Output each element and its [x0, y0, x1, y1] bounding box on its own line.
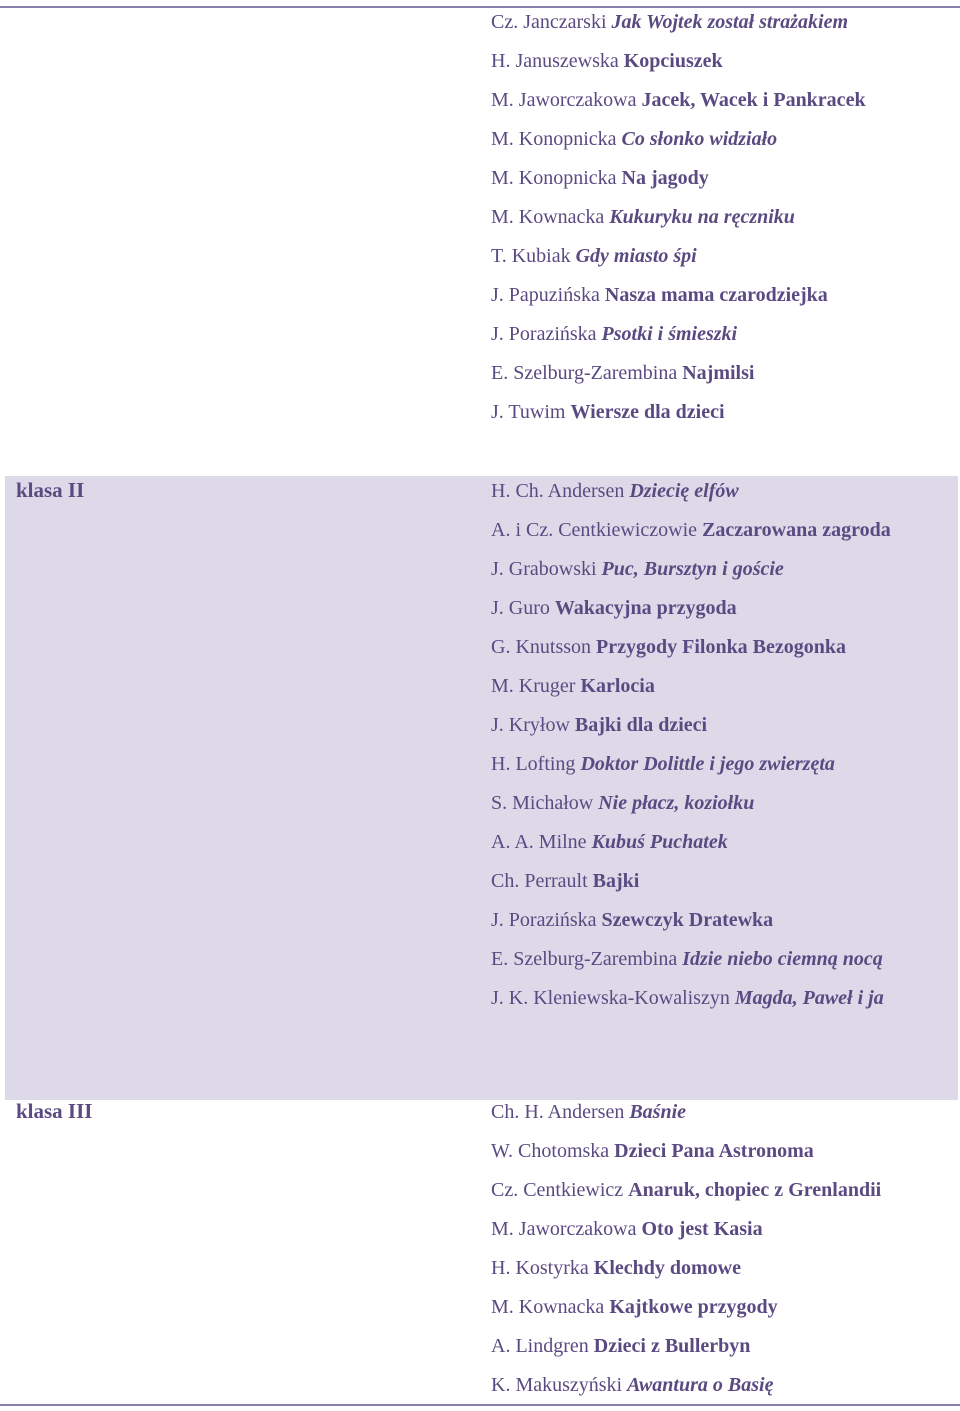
book-entry — [491, 165, 946, 192]
book-entry — [491, 634, 946, 661]
book-entry — [491, 399, 946, 426]
book-title: Najmilsi — [682, 362, 755, 384]
book-title: Jacek, Wacek i Pankracek — [641, 89, 866, 111]
book-entry — [491, 790, 946, 817]
book-entry — [491, 282, 946, 309]
book-author: J. Papuzińska — [491, 284, 600, 306]
book-author: Ch. Perrault — [491, 870, 588, 892]
book-title: Kopciuszek — [623, 50, 723, 72]
book-author: A. A. Milne — [491, 831, 587, 853]
book-title: Klechdy domowe — [593, 1257, 741, 1279]
book-entry — [491, 478, 946, 505]
class-2-label: klasa II — [16, 478, 85, 502]
book-author: M. Konopnicka — [491, 167, 617, 189]
book-entry — [491, 556, 946, 583]
book-author: H. Lofting — [491, 753, 576, 775]
book-author: S. Michałow — [491, 792, 594, 814]
book-entry — [491, 1099, 946, 1126]
book-entry — [491, 868, 946, 895]
book-author: M. Jaworczakowa — [491, 89, 637, 111]
book-author: J. Porazińska — [491, 909, 597, 931]
book-entry — [491, 673, 946, 700]
book-entry — [491, 87, 946, 114]
book-entry — [491, 907, 946, 934]
book-title: Puc, Bursztyn i goście — [601, 558, 784, 580]
book-title: Przygody Filonka Bezogonka — [596, 636, 847, 658]
book-entry — [491, 243, 946, 270]
book-author: J. Guro — [491, 597, 550, 619]
book-title: Oto jest Kasia — [641, 1218, 763, 1240]
book-author: M. Konopnicka — [491, 128, 617, 150]
book-entry — [491, 1372, 946, 1399]
book-author: G. Knutsson — [491, 636, 592, 658]
book-title: Doktor Dolittle i jego zwierzęta — [580, 753, 835, 775]
book-title: Awantura o Basię — [627, 1374, 774, 1396]
book-title: Dziecię elfów — [629, 480, 739, 502]
book-author: A. Lindgren — [491, 1335, 589, 1357]
book-author: H. Kostyrka — [491, 1257, 589, 1279]
book-entry — [491, 595, 946, 622]
bottom-rule — [0, 1404, 960, 1406]
book-entry — [491, 1216, 946, 1243]
book-title: Kajtkowe przygody — [609, 1296, 778, 1318]
book-title: Nie płacz, koziołku — [598, 792, 755, 814]
book-author: M. Kownacka — [491, 1296, 605, 1318]
book-title: Anaruk, chopiec z Grenlandii — [628, 1179, 882, 1201]
class-3-label: klasa III — [16, 1099, 93, 1123]
book-title: Wiersze dla dzieci — [570, 401, 725, 423]
book-title: Dzieci z Bullerbyn — [593, 1335, 751, 1357]
book-entry — [491, 204, 946, 231]
book-title: Wakacyjna przygoda — [554, 597, 737, 619]
book-title: Co słonko widziało — [621, 128, 778, 150]
book-entry — [491, 360, 946, 387]
book-entry — [491, 985, 946, 1012]
book-entry — [491, 712, 946, 739]
book-title: Zaczarowana zagroda — [702, 519, 891, 541]
book-entry — [491, 946, 946, 973]
book-title: Szewczyk Dratewka — [601, 909, 774, 931]
book-author: A. i Cz. Centkiewiczowie — [491, 519, 698, 541]
book-title: Bajki — [592, 870, 640, 892]
book-title: Kubuś Puchatek — [591, 831, 728, 853]
book-title: Kukuryku na ręczniku — [609, 206, 795, 228]
book-author: J. K. Kleniewska-Kowaliszyn — [491, 987, 730, 1009]
class-1-book-list — [491, 9, 946, 438]
book-entry — [491, 1138, 946, 1165]
book-entry — [491, 751, 946, 778]
book-author: J. Grabowski — [491, 558, 597, 580]
book-entry — [491, 517, 946, 544]
book-author: E. Szelburg-Zarembina — [491, 362, 678, 384]
book-title: Dzieci Pana Astronoma — [614, 1140, 814, 1162]
book-author: T. Kubiak — [491, 245, 571, 267]
book-title: Karlocia — [580, 675, 655, 697]
book-author: Ch. H. Andersen — [491, 1101, 625, 1123]
book-author: J. Tuwim — [491, 401, 566, 423]
book-entry — [491, 48, 946, 75]
book-author: M. Kownacka — [491, 206, 605, 228]
book-entry — [491, 1177, 946, 1204]
class-3-book-list — [491, 1099, 946, 1411]
book-author: H. Ch. Andersen — [491, 480, 625, 502]
book-author: K. Makuszyński — [491, 1374, 623, 1396]
book-author: M. Kruger — [491, 675, 576, 697]
book-author: H. Januszewska — [491, 50, 619, 72]
book-title: Magda, Paweł i ja — [734, 987, 884, 1009]
book-title: Psotki i śmieszki — [601, 323, 738, 345]
book-title: Na jagody — [621, 167, 709, 189]
book-author: Cz. Janczarski — [491, 11, 607, 33]
book-title: Nasza mama czarodziejka — [604, 284, 828, 306]
book-title: Gdy miasto śpi — [575, 245, 697, 267]
top-rule — [0, 6, 960, 8]
book-entry — [491, 1333, 946, 1360]
book-author: M. Jaworczakowa — [491, 1218, 637, 1240]
book-entry — [491, 321, 946, 348]
book-author: W. Chotomska — [491, 1140, 610, 1162]
book-title: Idzie niebo ciemną nocą — [682, 948, 883, 970]
book-entry — [491, 9, 946, 36]
class-2-book-list — [491, 478, 946, 1024]
book-entry — [491, 126, 946, 153]
book-title: Baśnie — [629, 1101, 687, 1123]
book-author: Cz. Centkiewicz — [491, 1179, 624, 1201]
book-author: E. Szelburg-Zarembina — [491, 948, 678, 970]
book-entry — [491, 829, 946, 856]
book-title: Bajki dla dzieci — [574, 714, 708, 736]
book-entry — [491, 1294, 946, 1321]
book-title: Jak Wojtek został strażakiem — [611, 11, 849, 33]
book-author: J. Porazińska — [491, 323, 597, 345]
book-entry — [491, 1255, 946, 1282]
book-author: J. Kryłow — [491, 714, 570, 736]
